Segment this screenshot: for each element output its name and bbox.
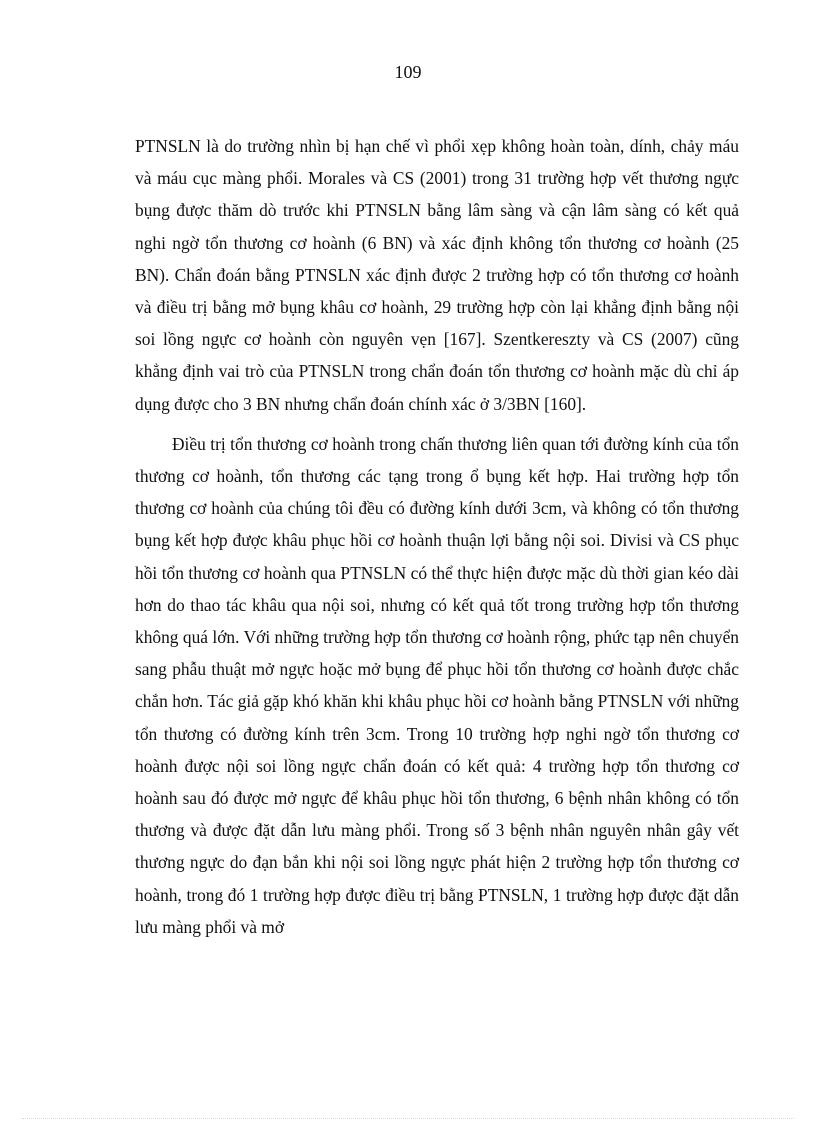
bottom-divider [22, 1118, 794, 1119]
paragraph-diaphragm-treatment: Điều trị tổn thương cơ hoành trong chấn thương liên quan tới đường kính của tổn thương cơ hoành, tổn thương các tạng trong ổ bụng kết hợp. Hai trường hợp tổn thương cơ hoành của chúng tôi đều có đường kính dưới 3cm, và không có tổn thương bụng kết hợp được khâu phục hồi cơ hoành thuận lợi bằng nội soi. Divisi và CS phục hồi tổn thương cơ hoành qua PTNSLN có thể thực hiện được mặc dù thời gian kéo dài hơn do thao tác khâu qua nội soi, nhưng có kết quả tốt trong trường hợp tổn thương không quá lớn. Với những trường hợp tổn thương cơ hoành rộng, phức tạp nên chuyển sang phẫu thuật mở ngực hoặc mở bụng để phục hồi tổn thương cơ hoành được chắc chắn hơn. Tác giả gặp khó khăn khi khâu phục hồi cơ hoành bằng PTNSLN với những tổn thương có đường kính trên 3cm. Trong 10 trường hợp nghi ngờ tổn thương cơ hoành được nội soi lồng ngực chẩn đoán có kết quả: 4 trường hợp tổn thương cơ hoành sau đó được mở ngực để khâu phục hồi tổn thương, 6 bệnh nhân không có tổn thương và được đặt dẫn lưu màng phổi. Trong số 3 bệnh nhân nguyên nhân gây vết thương ngực do đạn bắn khi nội soi lồng ngực phát hiện 2 trường hợp tổn thương cơ hoành, trong đó 1 trường hợp được điều trị bằng PTNSLN, 1 trường hợp được đặt dẫn lưu màng phổi và mở [135, 433, 739, 937]
paragraph-continued: PTNSLN là do trường nhìn bị hạn chế vì phổi xẹp không hoàn toàn, dính, chảy máu và máu cục màng phổi. Morales và CS (2001) trong 31 trường hợp vết thương ngực bụng được thăm dò trước khi PTNSLN bằng lâm sàng và cận lâm sàng có kết quả nghi ngờ tổn thương cơ hoành (6 BN) và xác định không tổn thương cơ hoành (25 BN). Chẩn đoán bằng PTNSLN xác định được 2 trường hợp có tổn thương cơ hoành và điều trị bằng mở bụng khâu cơ hoành, 29 trường hợp còn lại khẳng định bằng nội soi lồng ngực cơ hoành còn nguyên vẹn [167]. Szentkereszty và CS (2007) cũng khẳng định vai trò của PTNSLN trong chẩn đoán tổn thương cơ hoành mặc dù chỉ áp dụng được cho 3 BN nhưng chẩn đoán chính xác ở 3/3BN [160]. [135, 136, 739, 414]
body-text [135, 130, 739, 943]
page-number: 109 [394, 62, 422, 82]
